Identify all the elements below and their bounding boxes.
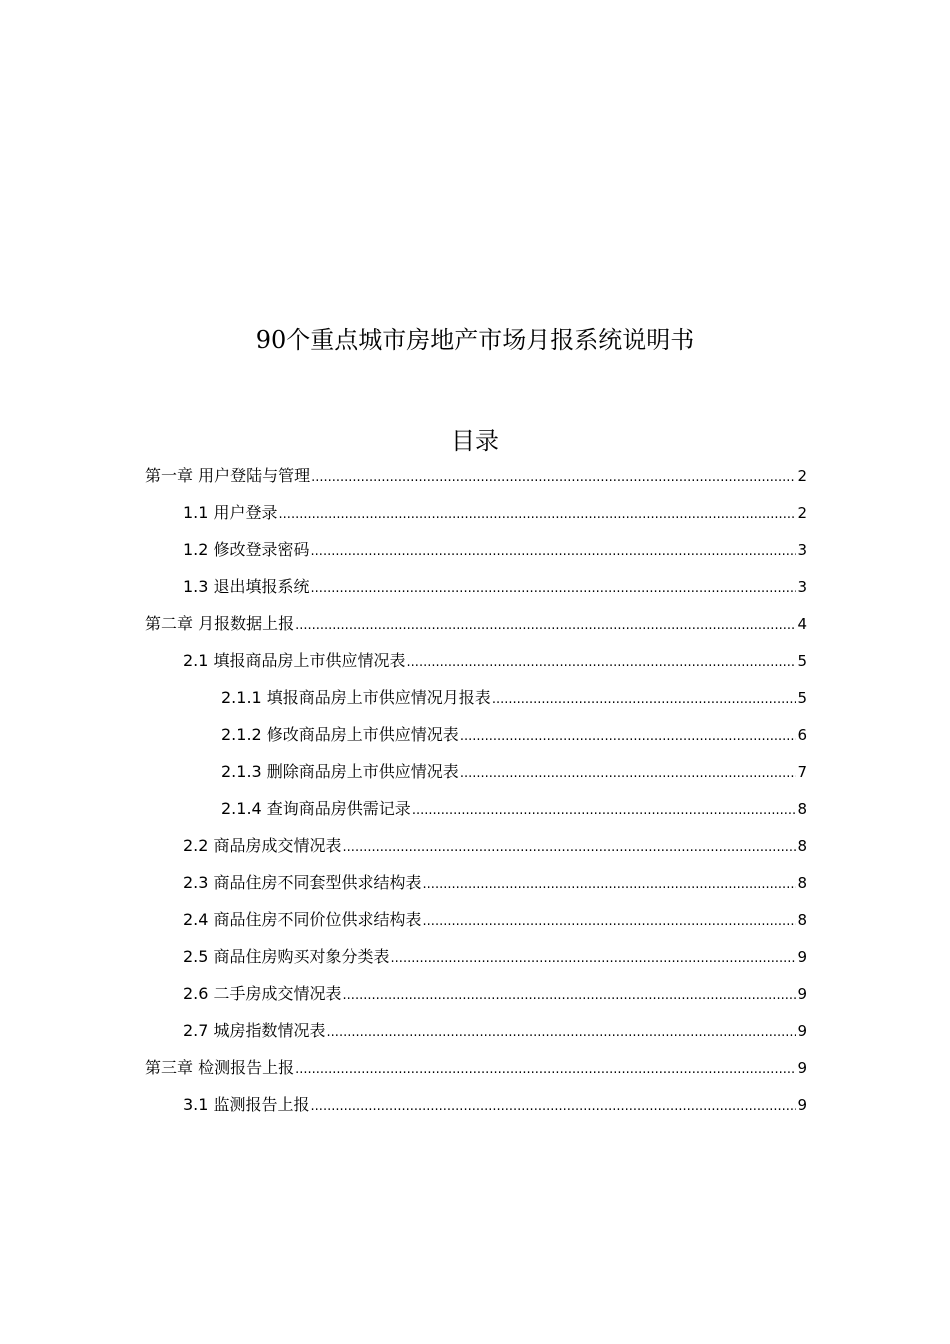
toc-dot-leader xyxy=(423,906,797,938)
toc-entry[interactable] xyxy=(145,534,807,571)
toc-entry-label: 2.4 商品住房不同价位供求结构表 xyxy=(183,910,422,929)
toc-dot-leader xyxy=(391,943,797,975)
toc-page-number: 8 xyxy=(797,800,807,818)
toc-dot-leader xyxy=(327,1017,797,1049)
toc-entry[interactable] xyxy=(145,497,807,534)
toc-dot-leader xyxy=(311,536,797,568)
toc-page-number: 7 xyxy=(797,763,807,781)
toc-entry-label: 1.2 修改登录密码 xyxy=(183,540,310,559)
toc-page-number: 8 xyxy=(797,837,807,855)
toc-dot-leader xyxy=(460,758,797,790)
toc-page-number: 3 xyxy=(797,578,807,596)
toc-entry-label: 2.1.4 查询商品房供需记录 xyxy=(221,799,411,818)
toc-entry[interactable] xyxy=(145,904,807,941)
toc-page-number: 3 xyxy=(797,541,807,559)
toc-entry-label: 第二章 月报数据上报 xyxy=(145,614,295,633)
toc-entry[interactable] xyxy=(145,1089,807,1126)
toc-entry[interactable] xyxy=(145,1052,807,1089)
toc-entry-label: 2.7 城房指数情况表 xyxy=(183,1021,326,1040)
toc-dot-leader xyxy=(311,1091,797,1123)
toc-page-number: 9 xyxy=(797,1096,807,1114)
toc-entry[interactable] xyxy=(145,719,807,756)
table-of-contents xyxy=(145,460,807,1126)
toc-entry[interactable] xyxy=(145,645,807,682)
toc-entry[interactable] xyxy=(145,682,807,719)
toc-page-number: 2 xyxy=(797,467,807,485)
toc-entry[interactable] xyxy=(145,756,807,793)
toc-dot-leader xyxy=(407,647,797,679)
toc-dot-leader xyxy=(460,721,797,753)
toc-dot-leader xyxy=(311,573,797,605)
toc-entry[interactable] xyxy=(145,460,807,497)
toc-entry[interactable] xyxy=(145,830,807,867)
document-title: 90个重点城市房地产市场月报系统说明书 xyxy=(255,326,695,354)
toc-page-number: 9 xyxy=(797,985,807,1003)
toc-dot-leader xyxy=(343,832,797,864)
toc-entry-label: 2.3 商品住房不同套型供求结构表 xyxy=(183,873,422,892)
toc-page-number: 5 xyxy=(797,652,807,670)
toc-page-number: 8 xyxy=(797,911,807,929)
toc-page-number: 9 xyxy=(797,1059,807,1077)
toc-dot-leader xyxy=(412,795,797,827)
toc-page-number: 8 xyxy=(797,874,807,892)
toc-entry-label: 第三章 检测报告上报 xyxy=(145,1058,295,1077)
toc-dot-leader xyxy=(343,980,797,1012)
toc-dot-leader xyxy=(311,462,796,494)
toc-entry[interactable] xyxy=(145,793,807,830)
toc-entry[interactable] xyxy=(145,978,807,1015)
toc-entry[interactable] xyxy=(145,608,807,645)
toc-entry-label: 第一章 用户登陆与管理 xyxy=(145,466,311,485)
toc-entry-label: 1.1 用户登录 xyxy=(183,503,278,522)
toc-entry[interactable] xyxy=(145,571,807,608)
toc-entry[interactable] xyxy=(145,1015,807,1052)
toc-entry[interactable] xyxy=(145,941,807,978)
toc-entry-label: 2.6 二手房成交情况表 xyxy=(183,984,342,1003)
toc-dot-leader xyxy=(279,499,797,531)
toc-page-number: 4 xyxy=(797,615,807,633)
toc-page-number: 9 xyxy=(797,1022,807,1040)
toc-page-number: 6 xyxy=(797,726,807,744)
toc-page-number: 5 xyxy=(797,689,807,707)
toc-entry-label: 2.2 商品房成交情况表 xyxy=(183,836,342,855)
toc-entry-label: 2.1.1 填报商品房上市供应情况月报表 xyxy=(221,688,491,707)
toc-page-number: 2 xyxy=(797,504,807,522)
toc-dot-leader xyxy=(295,1054,796,1086)
toc-page-number: 9 xyxy=(797,948,807,966)
toc-entry-label: 3.1 监测报告上报 xyxy=(183,1095,310,1114)
toc-heading: 目录 xyxy=(451,427,499,455)
toc-dot-leader xyxy=(295,610,796,642)
toc-entry-label: 2.1 填报商品房上市供应情况表 xyxy=(183,651,406,670)
toc-entry[interactable] xyxy=(145,867,807,904)
toc-dot-leader xyxy=(492,684,797,716)
toc-entry-label: 2.5 商品住房购买对象分类表 xyxy=(183,947,390,966)
toc-entry-label: 2.1.2 修改商品房上市供应情况表 xyxy=(221,725,459,744)
toc-entry-label: 1.3 退出填报系统 xyxy=(183,577,310,596)
toc-dot-leader xyxy=(423,869,797,901)
toc-entry-label: 2.1.3 删除商品房上市供应情况表 xyxy=(221,762,459,781)
